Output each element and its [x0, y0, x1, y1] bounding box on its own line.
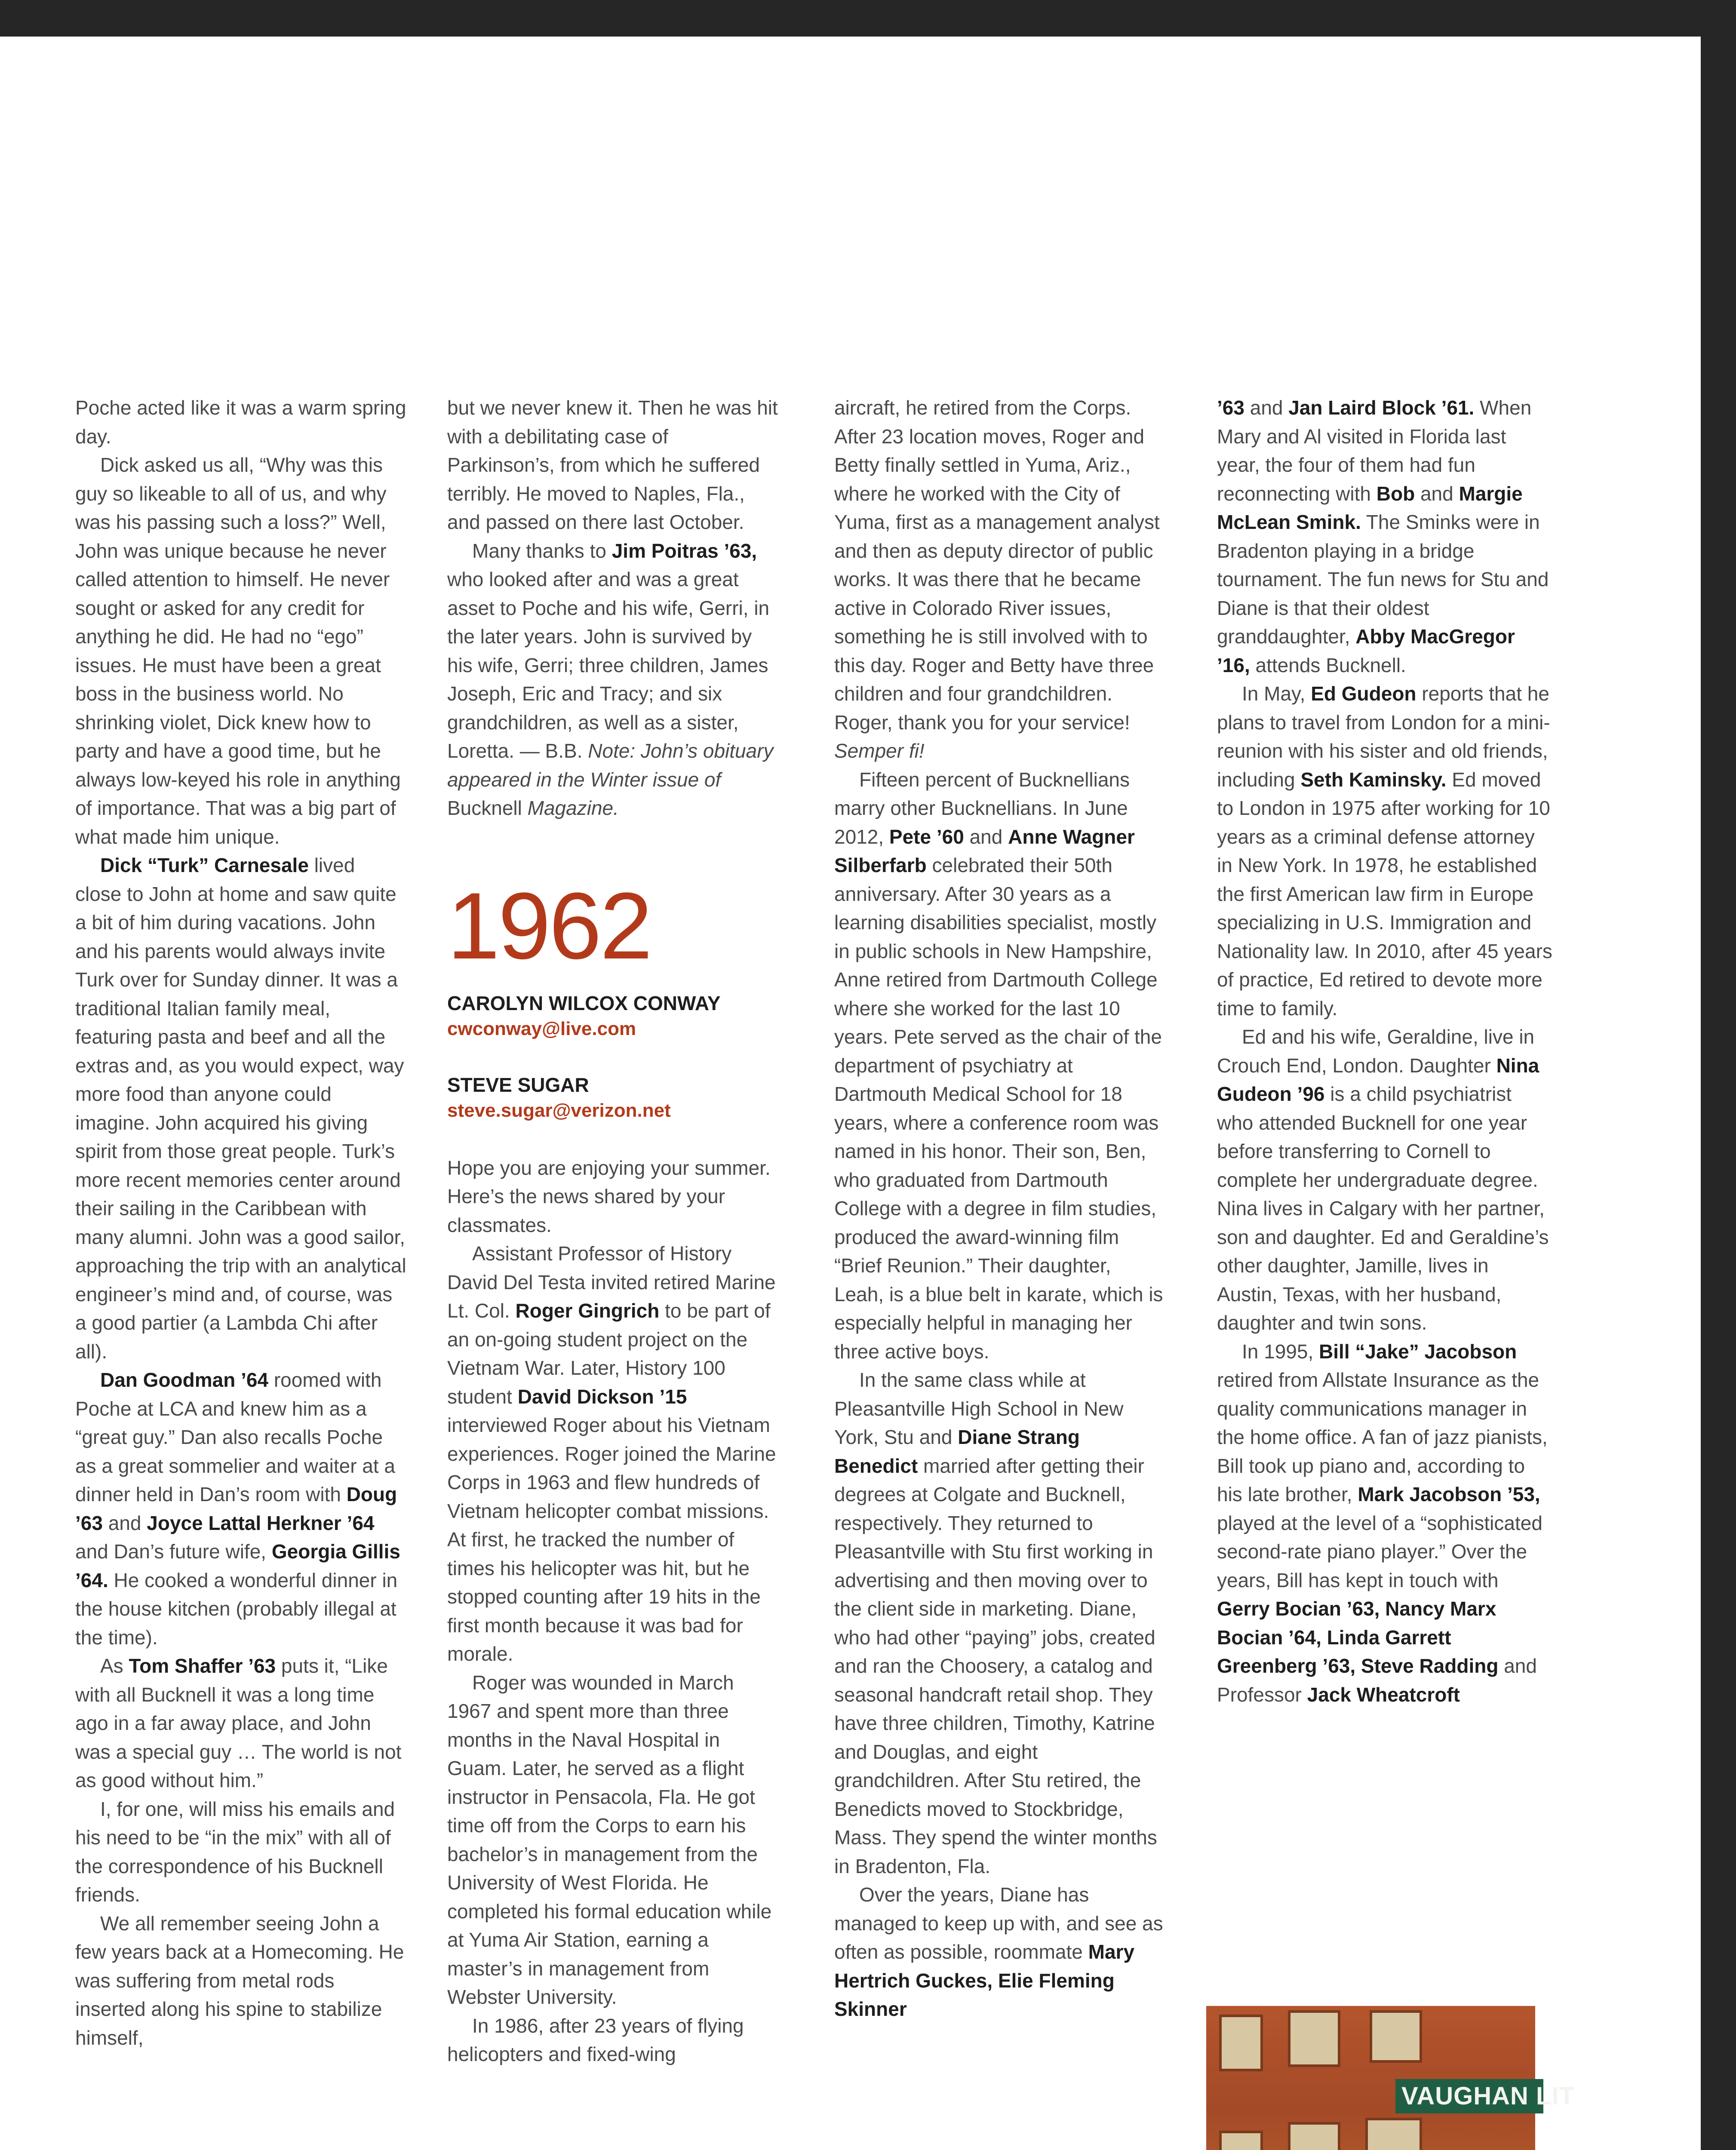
class-rep-1 — [447, 990, 778, 1042]
paragraph: Dick asked us all, “Why was this guy so likeable to all of us, and why was his passing such a loss?” Well, John was unique because he never called attention to himself. He never sought or asked for any credit for anything he did. He had no “ego” issues. He must have been a great boss in the business world. No shrinking violet, Dick knew how to party and have a good time, but he always low-keyed his role in anything of importance. That was a big part of what made him unique. — [75, 454, 401, 848]
rep-email-link[interactable]: cwconway@live.com — [447, 1018, 636, 1039]
paragraph: Poche acted like it was a warm spring day. — [75, 396, 406, 448]
paragraph: ’63 and Jan Laird Block ’61. When Mary and Al visited in Florida last year, the four of them had fun reconnecting with Bob and Margie McLean Smink. The Sminks were in Bradenton playing in a bridge tournament. The fun news for Stu and Diane is that their oldest granddaughter, Abby MacGregor ’16, attends Bucknell. — [1217, 396, 1549, 676]
vaughan-lit-photo — [1206, 2006, 1575, 2150]
rep-email-link[interactable]: steve.sugar@verizon.net — [447, 1100, 671, 1121]
rep-name: STEVE SUGAR — [447, 1073, 589, 1096]
paragraph: but we never knew it. Then he was hit with a debilitating case of Parkinson’s, from which he suffered terribly. He moved to Naples, Fla., and passed on there last October. — [447, 396, 778, 533]
rep-name: CAROLYN WILCOX CONWAY — [447, 992, 721, 1014]
paragraph: Many thanks to Jim Poitras ’63, who looked after and was a great asset to Poche and his wife, Gerri, in the later years. John is survived by his wife, Gerri; three children, James Joseph, Eric and Tracy; and six grandchildren, as well as a sister, Loretta. — B.B. Note: John’s obituary appeared in the Winter issue of Bucknell Magazine. — [447, 539, 774, 819]
magazine-page — [0, 37, 1701, 2150]
window-shape — [1365, 2118, 1422, 2150]
paragraph: In 1995, Bill “Jake” Jacobson retired from Allstate Insurance as the quality communications manager in the home office. A fan of jazz pianists, Bill took up piano and, according to his late brother, Mark Jacobson ’53, played at the level of a “sophisticated second-rate piano player.” Over the years, Bill has kept in touch with Gerry Bocian ’63, Nancy Marx Bocian ’64, Linda Garrett Greenberg ’63, Steve Radding and Professor Jack Wheatcroft — [1217, 1340, 1548, 1706]
column-4 — [1217, 393, 1552, 1709]
column-3 — [834, 393, 1165, 2024]
window-shape — [1288, 2122, 1340, 2150]
window-shape — [1370, 2010, 1422, 2063]
paragraph: Hope you are enjoying your summer. Here’s the news shared by your classmates. — [447, 1156, 771, 1236]
street-sign: VAUGHAN LIT — [1395, 2079, 1543, 2113]
class-year-heading: 1962 — [447, 872, 651, 979]
paragraph: In 1986, after 23 years of flying helicopters and fixed-wing — [447, 2014, 744, 2065]
paragraph: aircraft, he retired from the Corps. After 23 location moves, Roger and Betty finally settled in Yuma, Ariz., where he worked with the City of Yuma, first as a management analyst and then as deputy director of public works. It was there that he became active in Colorado River issues, something he is still involved with to this day. Roger and Betty have three children and four grandchildren. Roger, thank you for your service! Semper fi! — [834, 396, 1160, 762]
paragraph: Dan Goodman ’64 roomed with Poche at LCA and knew him as a “great guy.” Dan also recalls Poche as a great sommelier and waiter at a dinner held in Dan’s room with Doug ’63 and Joyce Lattal Herkner ’64 and Dan’s future wife, Georgia Gillis ’64. He cooked a wonderful dinner in the house kitchen (probably illegal at the time). — [75, 1369, 400, 1649]
paragraph: Fifteen percent of Bucknellians marry other Bucknellians. In June 2012, Pete ’60 and Anne Wagner Silberfarb celebrated their 50th anniversary. After 30 years as a learning disabilities specialist, mostly in public schools in New Hampshire, Anne retired from Dartmouth College where she worked for the last 10 years. Pete served as the chair of the department of psychiatry at Dartmouth Medical School for 18 years, where a conference room was named in his honor. Their son, Ben, who graduated from Dartmouth College with a degree in film studies, produced the award-winning film “Brief Reunion.” Their daughter, Leah, is a blue belt in karate, which is especially helpful in managing her three active boys. — [834, 768, 1163, 1363]
paragraph: In May, Ed Gudeon reports that he plans to travel from London for a mini-reunion with his sister and old friends, including Seth Kaminsky. Ed moved to London in 1975 after working for 10 years as a criminal defense attorney in New York. In 1978, he established the first American law firm in Europe specializing in U.S. Immigration and Nationality law. In 2010, after 45 years of practice, Ed retired to devote more time to family. — [1217, 682, 1552, 1020]
paragraph: Dick “Turk” Carnesale lived close to John at home and saw quite a bit of him during vacations. John and his parents would always invite Turk over for Sunday dinner. It was a traditional Italian family meal, featuring pasta and beef and all the extras and, as you would expect, way more food than anyone could imagine. John acquired his giving spirit from those great people. Turk’s more recent memories center around their sailing in the Caribbean with many alumni. John was a good sailor, approaching the trip with an analytical engineer’s mind and, of course, was a good partier (a Lambda Chi after all). — [75, 854, 406, 1363]
column-2 — [447, 393, 778, 2069]
paragraph: In the same class while at Pleasantville High School in New York, Stu and Diane Strang Benedict married after getting their degrees at Colgate and Bucknell, respectively. They returned to Pleasantville with Stu first working in advertising and then moving over to the client side in marketing. Diane, who had other “paying” jobs, created and ran the Choosery, a catalog and seasonal handcraft retail shop. They have three children, Timothy, Katrine and Douglas, and eight grandchildren. After Stu retired, the Benedicts moved to Stockbridge, Mass. They spend the winter months in Bradenton, Fla. — [834, 1369, 1157, 1877]
paragraph: I, for one, will miss his emails and his need to be “in the mix” with all of the correspondence of his Bucknell friends. — [75, 1797, 395, 1906]
window-shape — [1219, 2131, 1263, 2150]
class-rep-2 — [447, 1072, 778, 1124]
column-2-top — [447, 393, 778, 823]
column-1 — [75, 393, 406, 2052]
paragraph: Over the years, Diane has managed to keep up with, and see as often as possible, roommate Mary Hertrich Guckes, Elie Fleming Skinner — [834, 1883, 1163, 2020]
paragraph: We all remember seeing John a few years back at a Homecoming. He was suffering from metal rods inserted along his spine to stabilize himself, — [75, 1912, 404, 2049]
window-shape — [1219, 2015, 1263, 2071]
paragraph: As Tom Shaffer ’63 puts it, “Like with all Bucknell it was a long time ago in a far away place, and John was a special guy … The world is not as good without him.” — [75, 1655, 402, 1791]
paragraph: Ed and his wife, Geraldine, live in Crouch End, London. Daughter Nina Gudeon ’96 is a child psychiatrist who attended Bucknell for one year before transferring to Cornell to complete her undergraduate degree. Nina lives in Calgary with her partner, son and daughter. Ed and Geraldine’s other daughter, Jamille, lives in Austin, Texas, with her husband, daughter and twin sons. — [1217, 1026, 1549, 1334]
window-shape — [1288, 2010, 1340, 2067]
paragraph: Roger was wounded in March 1967 and spent more than three months in the Naval Hospital in Guam. Later, he served as a flight instructor in Pensacola, Fla. He got time off from the Corps to earn his bachelor’s in management from the University of West Florida. He completed his formal education while at Yuma Air Station, earning a master’s in management from Webster University. — [447, 1671, 772, 2008]
column-2-bottom — [447, 1154, 778, 2069]
paragraph: Assistant Professor of History David Del Testa invited retired Marine Lt. Col. Roger Gingrich to be part of an on-going student project on the Vietnam War. Later, History 100 student David Dickson ’15 interviewed Roger about his Vietnam experiences. Roger joined the Marine Corps in 1963 and flew hundreds of Vietnam helicopter combat missions. At first, he tracked the number of times his helicopter was hit, but he stopped counting after 19 hits in the first month because it was bad for morale. — [447, 1242, 776, 1665]
